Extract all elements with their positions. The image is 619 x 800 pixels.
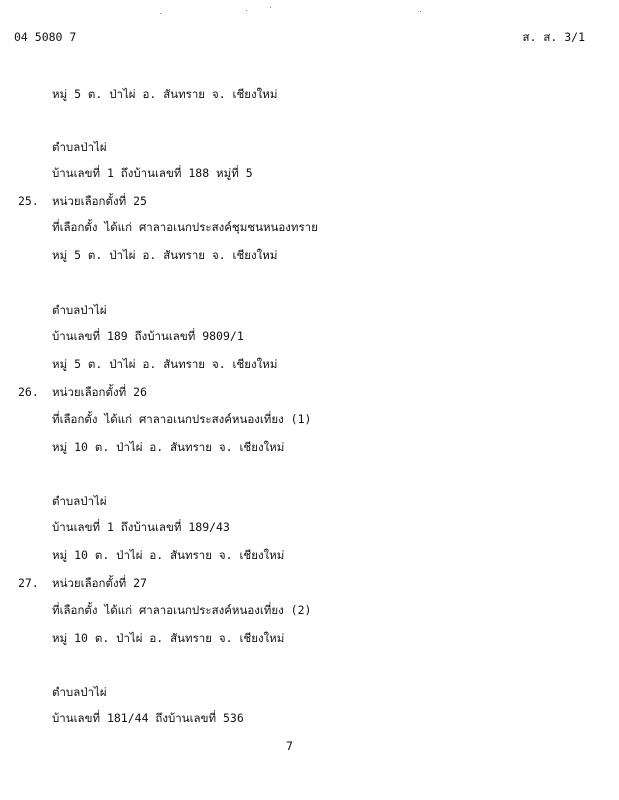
polling-unit-title: หน่วยเลือกตั้งที่ 25 — [52, 194, 147, 208]
address-line: หมู่ 5 ต. ป่าไผ่ อ. สันทราย จ. เชียงใหม่ — [52, 248, 278, 262]
scan-speck — [420, 11, 421, 12]
house-range: บ้านเลขที่ 1 ถึงบ้านเลขที่ 189/43 — [52, 520, 230, 534]
address-line: หมู่ 10 ต. ป่าไผ่ อ. สันทราย จ. เชียงใหม่ — [52, 631, 285, 645]
polling-location: ที่เลือกตั้ง ได้แก่ ศาลาอเนกประสงค์หนองเที่ยง (2) — [52, 603, 312, 617]
house-range: บ้านเลขที่ 181/44 ถึงบ้านเลขที่ 536 — [52, 711, 244, 725]
scan-speck — [160, 13, 161, 14]
polling-location: ที่เลือกตั้ง ได้แก่ ศาลาอเนกประสงค์ชุมชนหนองทราย — [52, 220, 318, 234]
polling-location: ที่เลือกตั้ง ได้แก่ ศาลาอเนกประสงค์หนองเที่ยง (1) — [52, 412, 312, 426]
unit-number: 27. — [18, 576, 39, 590]
unit-number: 26. — [18, 385, 39, 399]
polling-unit-title: หน่วยเลือกตั้งที่ 27 — [52, 576, 147, 590]
document-code: 04 5080 7 — [14, 30, 77, 44]
tambon-heading: ตำบลป่าไผ่ — [52, 140, 107, 154]
address-line: หมู่ 10 ต. ป่าไผ่ อ. สันทราย จ. เชียงใหม่ — [52, 440, 285, 454]
scan-speck — [246, 10, 247, 11]
tambon-heading: ตำบลป่าไผ่ — [52, 494, 107, 508]
tambon-heading: ตำบลป่าไผ่ — [52, 685, 107, 699]
polling-unit-title: หน่วยเลือกตั้งที่ 26 — [52, 385, 147, 399]
unit-number: 25. — [18, 194, 39, 208]
page-number: 7 — [286, 739, 293, 753]
tambon-heading: ตำบลป่าไผ่ — [52, 303, 107, 317]
house-address: หมู่ 5 ต. ป่าไผ่ อ. สันทราย จ. เชียงใหม่ — [52, 357, 278, 371]
house-address: หมู่ 10 ต. ป่าไผ่ อ. สันทราย จ. เชียงใหม่ — [52, 548, 285, 562]
house-range: บ้านเลขที่ 1 ถึงบ้านเลขที่ 188 หมู่ที่ 5 — [52, 166, 253, 180]
house-range: บ้านเลขที่ 189 ถึงบ้านเลขที่ 9809/1 — [52, 329, 244, 343]
address-line: หมู่ 5 ต. ป่าไผ่ อ. สันทราย จ. เชียงใหม่ — [52, 87, 278, 101]
scan-speck — [270, 7, 271, 8]
form-reference: ส. ส. 3/1 — [522, 30, 585, 44]
